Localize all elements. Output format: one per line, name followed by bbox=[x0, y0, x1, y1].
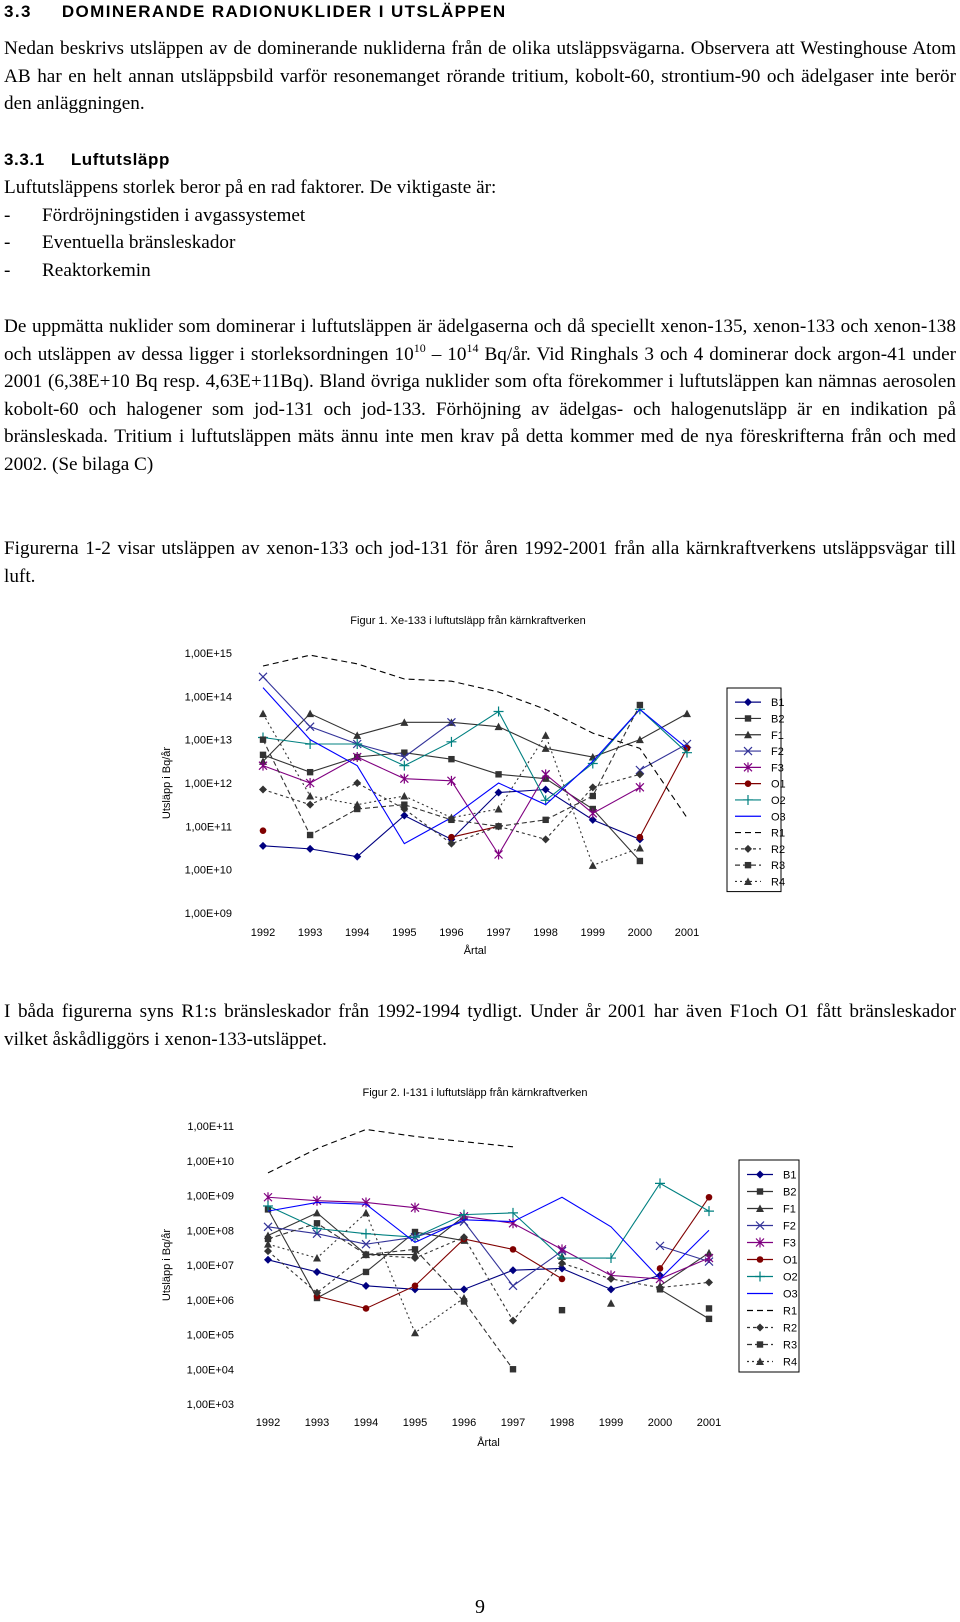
data-point bbox=[399, 761, 409, 771]
section-number: 3.3 bbox=[4, 2, 32, 21]
data-point bbox=[460, 1285, 468, 1293]
data-point bbox=[542, 786, 550, 794]
legend-label: F2 bbox=[771, 746, 784, 759]
subsection-heading bbox=[4, 150, 170, 170]
data-point bbox=[657, 1265, 664, 1272]
series-line bbox=[640, 748, 687, 837]
data-point bbox=[313, 1268, 321, 1276]
y-axis-label: Utsläpp i Bq/år bbox=[161, 746, 173, 820]
y-tick-label: 1,00E+03 bbox=[186, 1399, 234, 1411]
x-tick-label: 1995 bbox=[402, 1417, 428, 1429]
legend-label: R4 bbox=[783, 1356, 798, 1369]
data-point bbox=[590, 793, 596, 799]
section-heading bbox=[4, 2, 507, 22]
y-tick-label: 1,00E+12 bbox=[184, 778, 232, 790]
data-point bbox=[636, 736, 644, 744]
legend-label: O2 bbox=[771, 794, 786, 807]
data-point bbox=[259, 710, 267, 718]
y-tick-label: 1,00E+11 bbox=[185, 821, 232, 834]
data-point bbox=[363, 1251, 369, 1257]
legend-label: F3 bbox=[771, 762, 784, 775]
y-tick-label: 1,00E+14 bbox=[184, 691, 232, 704]
legend-label: R3 bbox=[783, 1339, 798, 1352]
legend-label: B1 bbox=[771, 697, 785, 710]
series-line bbox=[660, 1246, 709, 1262]
x-tick-label: 1993 bbox=[297, 927, 323, 939]
y-tick-label: 1,00E+04 bbox=[186, 1364, 234, 1377]
series-line bbox=[263, 709, 687, 800]
data-point bbox=[607, 1285, 615, 1293]
data-point bbox=[400, 792, 408, 800]
x-tick-label: 2000 bbox=[647, 1417, 673, 1429]
y-tick-label: 1,00E+10 bbox=[186, 1155, 234, 1168]
x-tick-label: 2001 bbox=[674, 927, 700, 939]
x-tick-label: 1994 bbox=[344, 927, 370, 939]
subsection-number: 3.3.1 bbox=[4, 150, 45, 169]
factor-item: - Fördröjningstiden i avgassystemet bbox=[4, 205, 306, 226]
legend-label: O1 bbox=[783, 1254, 798, 1267]
series-line bbox=[268, 1237, 709, 1320]
data-point bbox=[589, 861, 597, 869]
x-tick-label: 1992 bbox=[255, 1417, 281, 1429]
data-point bbox=[313, 1254, 321, 1262]
data-point bbox=[259, 673, 267, 681]
series-line bbox=[268, 1223, 513, 1369]
series-o1 bbox=[260, 745, 691, 840]
data-point bbox=[259, 761, 267, 771]
legend-label: R2 bbox=[771, 843, 786, 856]
data-point bbox=[509, 1317, 517, 1325]
figure-2-i131-chart bbox=[0, 1070, 960, 1490]
subsection-title: Luftutsläpp bbox=[70, 150, 170, 169]
y-tick-label: 1,00E+07 bbox=[186, 1260, 234, 1272]
data-point bbox=[495, 823, 501, 829]
series-o3 bbox=[263, 688, 687, 844]
data-point bbox=[307, 769, 313, 775]
legend-marker bbox=[757, 1188, 763, 1194]
data-point bbox=[260, 827, 267, 834]
data-point bbox=[401, 801, 407, 807]
data-point bbox=[260, 752, 266, 758]
data-point bbox=[447, 840, 455, 848]
chart-title: Figur 2. I-131 i luftutsläpp från kärnkraftverken bbox=[362, 1087, 588, 1099]
data-point bbox=[363, 1269, 369, 1275]
data-point bbox=[495, 850, 503, 860]
data-point bbox=[541, 795, 551, 805]
data-point bbox=[306, 778, 314, 788]
data-point bbox=[314, 1220, 320, 1226]
series-b2 bbox=[265, 1206, 712, 1322]
x-tick-label: 2000 bbox=[627, 927, 653, 939]
data-point bbox=[704, 1206, 714, 1216]
y-tick-label: 1,00E+08 bbox=[186, 1225, 234, 1238]
data-point bbox=[542, 769, 550, 779]
x-tick-label: 1997 bbox=[486, 927, 511, 939]
data-point bbox=[637, 858, 643, 864]
data-point bbox=[306, 801, 314, 809]
legend-marker bbox=[757, 1256, 764, 1263]
legend-label: O3 bbox=[771, 811, 786, 824]
series-f1 bbox=[259, 710, 691, 765]
legend-label: R2 bbox=[783, 1322, 798, 1335]
data-point bbox=[411, 1254, 419, 1262]
x-tick-label: 1995 bbox=[392, 927, 417, 939]
x-tick-label: 1993 bbox=[304, 1417, 330, 1429]
y-tick-label: 1,00E+09 bbox=[184, 908, 232, 920]
series-line bbox=[268, 1129, 513, 1172]
x-tick-label: 1999 bbox=[598, 1417, 624, 1429]
data-point bbox=[636, 844, 644, 852]
series-r3 bbox=[265, 1220, 712, 1372]
data-point bbox=[448, 834, 455, 841]
x-axis-label: Årtal bbox=[463, 945, 487, 957]
legend-label: B2 bbox=[783, 1186, 797, 1199]
legend-label: O1 bbox=[771, 778, 786, 791]
data-point bbox=[559, 1307, 565, 1313]
data-point bbox=[636, 782, 644, 792]
series-line bbox=[640, 744, 687, 770]
x-tick-label: 1992 bbox=[250, 927, 276, 939]
legend-label: O2 bbox=[783, 1271, 798, 1284]
data-point bbox=[510, 1366, 516, 1372]
series-line bbox=[263, 714, 687, 762]
data-point bbox=[412, 1283, 419, 1290]
data-point bbox=[306, 723, 314, 731]
chart-title: Figur 1. Xe-133 i luftutsläpp från kärnkraftverken bbox=[350, 615, 586, 627]
legend-label: R1 bbox=[771, 827, 786, 840]
y-tick-label: 1,00E+05 bbox=[186, 1329, 234, 1342]
y-tick-label: 1,00E+15 bbox=[184, 648, 232, 660]
data-point bbox=[264, 1247, 272, 1255]
y-tick-label: 1,00E+09 bbox=[186, 1190, 234, 1203]
intro-paragraph: Nedan beskrivs utsläppen av de dominerande nukliderna från de olika utsläppsvägarna. Observera att Westinghouse Atom AB har en helt annan utsläppsbild varför resonemanget rörande tritium, kobolt-60, strontium-90 och ädelgaser inte berör den anläggningen. bbox=[4, 38, 956, 114]
x-tick-label: 1998 bbox=[533, 927, 558, 939]
data-point bbox=[306, 710, 314, 718]
data-point bbox=[363, 1305, 370, 1312]
data-point bbox=[683, 710, 691, 718]
legend-label: F2 bbox=[783, 1220, 796, 1233]
factor-item: - Eventuella bränsleskador bbox=[4, 232, 236, 253]
data-point bbox=[412, 1246, 418, 1252]
data-point bbox=[636, 770, 644, 778]
x-tick-label: 1996 bbox=[439, 927, 464, 939]
data-point bbox=[411, 1329, 419, 1337]
data-point bbox=[637, 702, 643, 708]
legend-label: R4 bbox=[771, 876, 786, 889]
y-tick-label: 1,00E+10 bbox=[184, 864, 232, 877]
legend-label: R1 bbox=[783, 1305, 798, 1318]
data-point bbox=[448, 756, 454, 762]
x-tick-label: 2001 bbox=[696, 1417, 722, 1429]
legend-marker bbox=[745, 862, 751, 868]
data-point bbox=[263, 1201, 273, 1211]
data-point bbox=[353, 779, 361, 787]
series-r2 bbox=[264, 1233, 713, 1324]
legend-label: F3 bbox=[783, 1237, 796, 1250]
data-point bbox=[558, 1244, 566, 1254]
series-line bbox=[317, 1239, 562, 1309]
factor-item: - Reaktorkemin bbox=[4, 260, 151, 281]
page-number: 9 bbox=[475, 1596, 485, 1618]
nuclides-paragraph: De uppmätta nuklider som dominerar i luftutsläppen är ädelgaserna och då speciellt xenon-135, xenon-133 och xenon-138 och utsläppen av dessa ligger i storleksordningen $10^{10} - 10^{14}$ Bq/år. Vid Ringhals 3 och 4 dominerar dock argon-41 under 2001 (6,38E+10 Bq resp. 4,63E+11Bq). Bland övriga nuklider som ofta förekommer i luftutsläppen kan nämnas aerosolen kobolt-60 och halogener som jod-131 och jod-133. Förhöjning av ädelgas- och halogenutsläpp är en indikation på bränsleskada. Tritium i luftutsläppen mäts ännu inte men krav på detta kommer med de nya föreskrifterna från och med 2002. (Se bilaga C) bbox=[4, 316, 957, 475]
data-point bbox=[361, 1229, 371, 1239]
data-point bbox=[259, 842, 267, 850]
data-point bbox=[362, 1282, 370, 1290]
legend-label: B2 bbox=[771, 713, 785, 726]
x-tick-label: 1997 bbox=[500, 1417, 526, 1429]
data-point bbox=[307, 832, 313, 838]
data-point bbox=[494, 707, 504, 717]
figure-1-xe133-chart bbox=[0, 600, 960, 970]
legend-label: F1 bbox=[771, 729, 784, 742]
data-point bbox=[656, 1242, 664, 1250]
data-point bbox=[446, 737, 456, 747]
x-tick-label: 1999 bbox=[580, 927, 606, 939]
y-tick-label: 1,00E+11 bbox=[187, 1121, 234, 1133]
data-point bbox=[542, 817, 548, 823]
series-line bbox=[263, 688, 687, 844]
data-point bbox=[306, 845, 314, 853]
legend-marker bbox=[745, 715, 751, 721]
x-tick-label: 1996 bbox=[451, 1417, 477, 1429]
data-point bbox=[706, 1316, 712, 1322]
legend-label: R3 bbox=[771, 860, 786, 873]
section-title: DOMINERANDE RADIONUKLIDER I UTSLÄPPEN bbox=[61, 2, 507, 21]
series-line bbox=[268, 1260, 660, 1290]
legend-label: F1 bbox=[783, 1203, 796, 1216]
data-point bbox=[362, 1209, 370, 1217]
factors-intro: Luftutsläppens storlek beror på en rad faktorer. De viktigaste är: bbox=[4, 177, 497, 198]
series-r1 bbox=[263, 655, 687, 818]
series-line bbox=[660, 1289, 709, 1319]
data-point bbox=[559, 1276, 566, 1283]
figures-paragraph: Figurerna 1-2 visar utsläppen av xenon-133 och jod-131 för åren 1992-2001 från alla kärnkraftverkens utsläppsvägar till luft. bbox=[4, 538, 956, 587]
fuel-damage-paragraph: I båda figurerna syns R1:s bränsleskador från 1992-1994 tydligt. Under år 2001 har även F1och O1 fått bränsleskador vilket åskådliggörs i xenon-133-utsläppet. bbox=[4, 1001, 956, 1050]
data-point bbox=[542, 731, 550, 739]
series-r1 bbox=[268, 1129, 513, 1172]
data-point bbox=[495, 805, 503, 813]
data-point bbox=[495, 771, 501, 777]
data-point bbox=[589, 808, 597, 818]
data-point bbox=[705, 1278, 713, 1286]
data-point bbox=[542, 835, 550, 843]
legend-marker bbox=[745, 780, 752, 787]
data-point bbox=[259, 786, 267, 794]
x-axis-label: Årtal bbox=[477, 1437, 500, 1449]
data-point bbox=[510, 1246, 517, 1253]
data-point bbox=[313, 1209, 321, 1217]
data-point bbox=[306, 792, 314, 800]
legend-label: O3 bbox=[783, 1288, 798, 1301]
data-point bbox=[706, 1194, 713, 1201]
legend-label: B1 bbox=[783, 1169, 797, 1182]
data-point bbox=[542, 744, 550, 752]
data-point bbox=[264, 1256, 272, 1264]
data-point bbox=[606, 1253, 616, 1263]
series-line bbox=[263, 655, 687, 818]
data-point bbox=[509, 1266, 517, 1274]
y-axis-label: Utsläpp i Bq/år bbox=[161, 1228, 173, 1302]
y-tick-label: 1,00E+06 bbox=[186, 1294, 234, 1307]
data-point bbox=[509, 1282, 517, 1290]
x-tick-label: 1994 bbox=[353, 1417, 379, 1429]
y-tick-label: 1,00E+13 bbox=[184, 734, 232, 747]
data-point bbox=[260, 736, 266, 742]
data-point bbox=[655, 1178, 665, 1188]
legend-marker bbox=[757, 1341, 763, 1347]
data-point bbox=[706, 1305, 712, 1311]
data-point bbox=[305, 739, 315, 749]
data-point bbox=[637, 834, 644, 841]
data-point bbox=[607, 1299, 615, 1307]
x-tick-label: 1998 bbox=[549, 1417, 575, 1429]
